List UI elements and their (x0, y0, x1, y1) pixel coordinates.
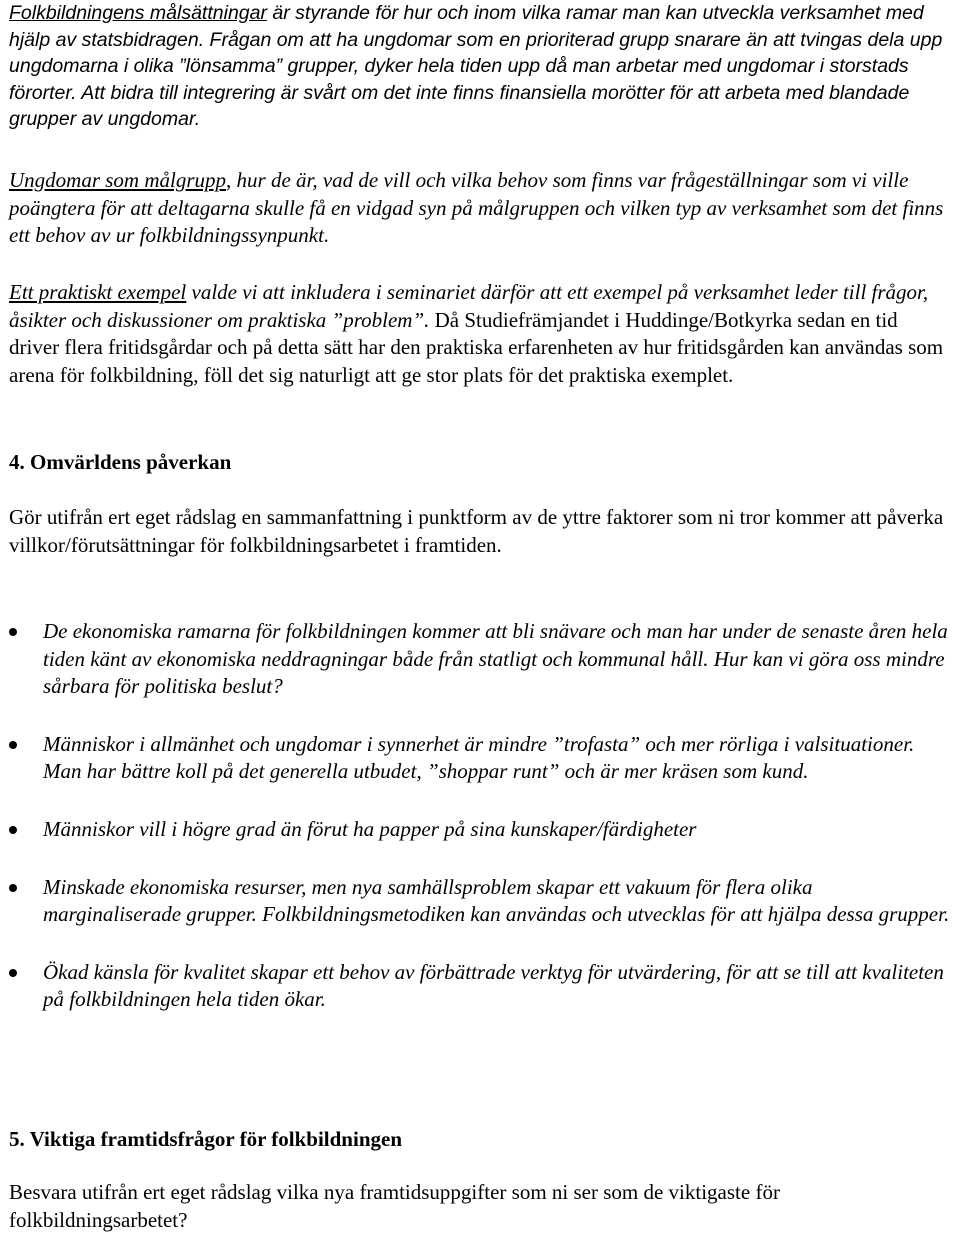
target-group-paragraph (9, 167, 953, 250)
bullet-icon (9, 884, 17, 892)
practical-example-upright-text: Då Studiefrämjandet i Huddinge/Botkyrka sedan en tid driver flera fritidsgårdar och på detta sätt har den praktiska erfarenheten av hur fritidsgården kan användas som arena för folkbildning, föll det sig naturligt att ge stor plats för det praktiska exemplet. (9, 307, 944, 387)
bullet-icon (9, 741, 17, 749)
intro-underlined-lead: Folkbildningens målsättningar (9, 2, 267, 24)
list-item-text: Ökad känsla för kvalitet skapar ett behov av förbättrade verktyg för utvärdering, för att se till att kvaliteten på folkbildningen hela tiden ökar. (43, 959, 944, 1012)
list-item (9, 618, 953, 701)
target-group-underlined-lead: Ungdomar som målgrupp (9, 168, 227, 192)
section-5-task: Besvara utifrån ert eget rådslag vilka nya framtidsuppgifter som ni ser som de viktigaste för folkbildningsarbetet? (9, 1180, 780, 1232)
bullet-icon (9, 628, 17, 636)
list-item (9, 959, 953, 1014)
intro-text: är styrande för hur och inom vilka ramar man kan utveckla verksamhet med hjälp av statsbidragen. Frågan om att ha ungdomar som en prioriterad grupp snarare än att tvingas dela upp ungdomarna i olika ”lönsamma” grupper, dyker hela tiden upp då man arbetar med ungdomar i storstads förorter. Att bidra till integrering är svårt om det inte finns finansiella morötter för att arbeta med blandade grupper av ungdomar. (9, 2, 943, 131)
list-item (9, 816, 953, 844)
list-item-text: Människor i allmänhet och ungdomar i synnerhet är mindre ”trofasta” och mer rörliga i valsituationer. Man har bättre koll på det generella utbudet, ”shoppar runt” och är mer kräsen som kund. (43, 731, 915, 784)
practical-example-underlined-lead: Ett praktiskt exempel (9, 280, 187, 304)
list-item (9, 874, 953, 929)
target-group-text: , hur de är, vad de vill och vilka behov som finns var frågeställningar som vi ville poängtera för att deltagarna skulle få en vidgad syn på målgruppen och vilken typ av verksamhet som det finns ett behov av ur folkbildningssynpunkt. (9, 168, 944, 248)
intro-paragraph (9, 0, 953, 133)
list-item (9, 731, 953, 786)
practical-example-paragraph (9, 279, 953, 389)
list-item-text: Minskade ekonomiska resurser, men nya samhällsproblem skapar ett vakuum för flera olika marginaliserade grupper. Folkbildningsmetodiken kan användas och utvecklas för att hjälpa dessa grupper. (43, 874, 950, 927)
section-4-task: Gör utifrån ert eget rådslag en sammanfattning i punktform av de yttre faktorer som ni tror kommer att påverka villkor/förutsättningar för folkbildningsarbetet i framtiden. (9, 505, 944, 557)
bullet-icon (9, 826, 17, 834)
section-4-heading: 4. Omvärldens påverkan (9, 450, 232, 474)
factors-bullet-list (9, 618, 953, 1014)
list-item-text: De ekonomiska ramarna för folkbildningen kommer att bli snävare och man har under de senaste åren hela tiden känt av ekonomiska neddragningar både från statligt och kommunal håll. Hur kan vi göra oss mindre sårbara för politiska beslut? (43, 619, 948, 699)
practical-example-italic-text: valde vi att inkludera i seminariet därför att ett exempel på verksamhet leder till frågor, åsikter och diskussioner om praktiska ”problem”. (9, 280, 929, 332)
bullet-icon (9, 969, 17, 977)
section-5-heading: 5. Viktiga framtidsfrågor för folkbildningen (9, 1127, 403, 1151)
list-item-text: Människor vill i högre grad än förut ha papper på sina kunskaper/färdigheter (43, 816, 697, 841)
